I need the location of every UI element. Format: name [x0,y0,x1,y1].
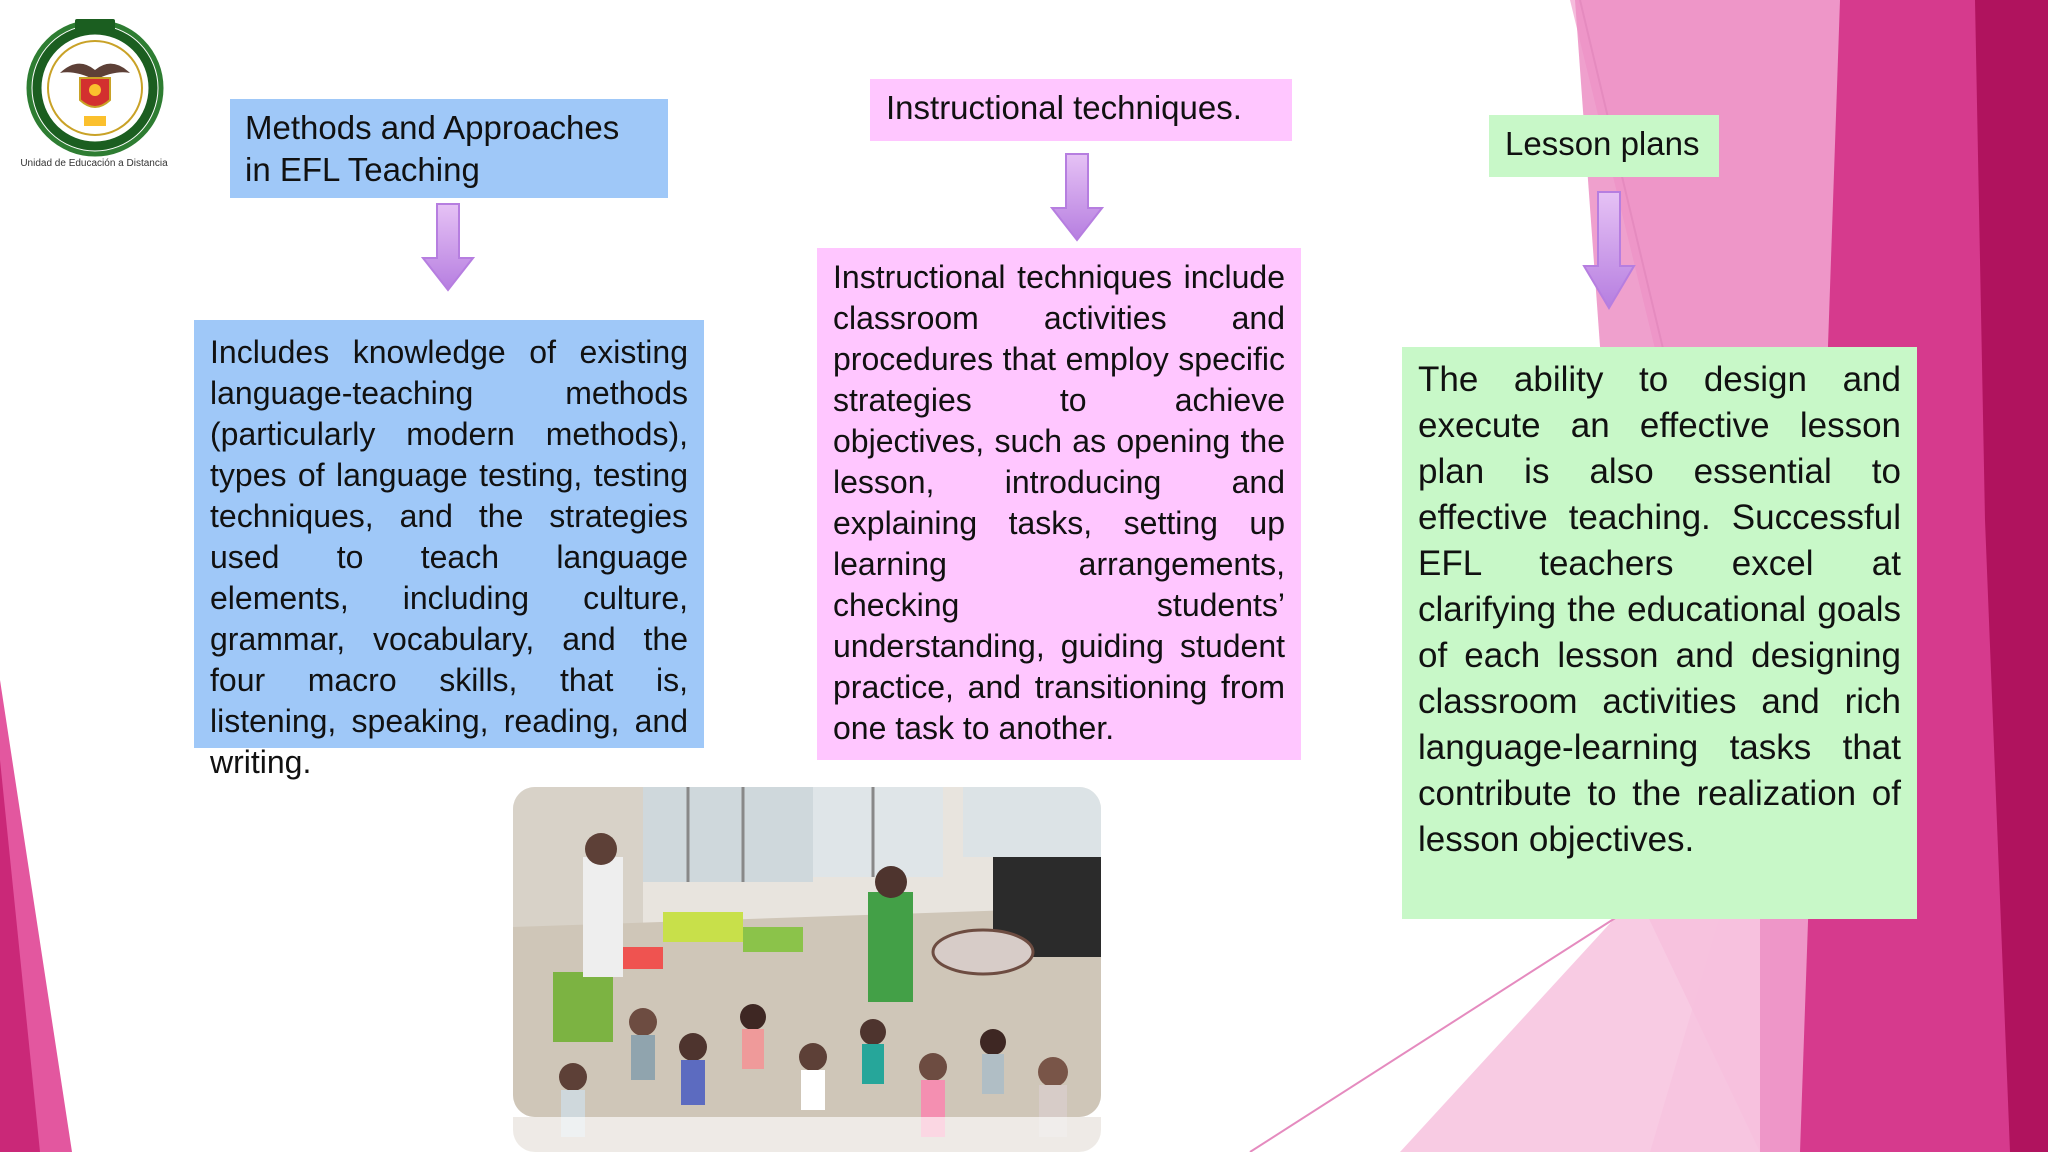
logo-caption: Unidad de Educación a Distancia [20,158,168,169]
methods-heading [230,99,668,198]
methods-description-text: Includes knowledge of existing language-teaching methods (particularly modern methods), types of language testing, testing techniques, and the strategies used to teach language elements, including culture, grammar, vocabulary, and the four macro skills, that is, listening, speaking, reading, and writing. [210,334,688,780]
lesson-plans-heading-text: Lesson plans [1505,125,1700,162]
classroom-photo-reflection [513,1117,1101,1152]
methods-description [194,320,704,780]
instructional-description [817,248,1301,760]
down-arrow-icon [1050,152,1104,242]
university-crest-icon [20,18,170,178]
instructional-heading [870,79,1292,141]
lesson-plans-description-text: The ability to design and execute an effective lesson plan is also essential to effective teaching. Successful EFL teachers excel at clarifying the educational goals of each lesson and designing classroom activities and rich language-learning tasks that contribute to the realization of lesson objectives. [1418,360,1901,859]
classroom-photo [513,787,1101,1117]
instructional-description-text: Instructional techniques include classroom activities and procedures that employ specific strategies to achieve objectives, such as opening the lesson, introducing and explaining tasks, setting up learning arrangements, checking students’ understanding, guiding student practice, and transitioning from one task to another. [833,259,1285,746]
instructional-heading-text: Instructional techniques. [886,89,1242,126]
down-arrow-icon [1582,190,1636,310]
down-arrow-icon [421,202,475,292]
methods-heading-text: Methods and Approaches in EFL Teaching [245,109,620,188]
lesson-plans-heading [1489,115,1719,177]
lesson-plans-description [1402,347,1917,919]
